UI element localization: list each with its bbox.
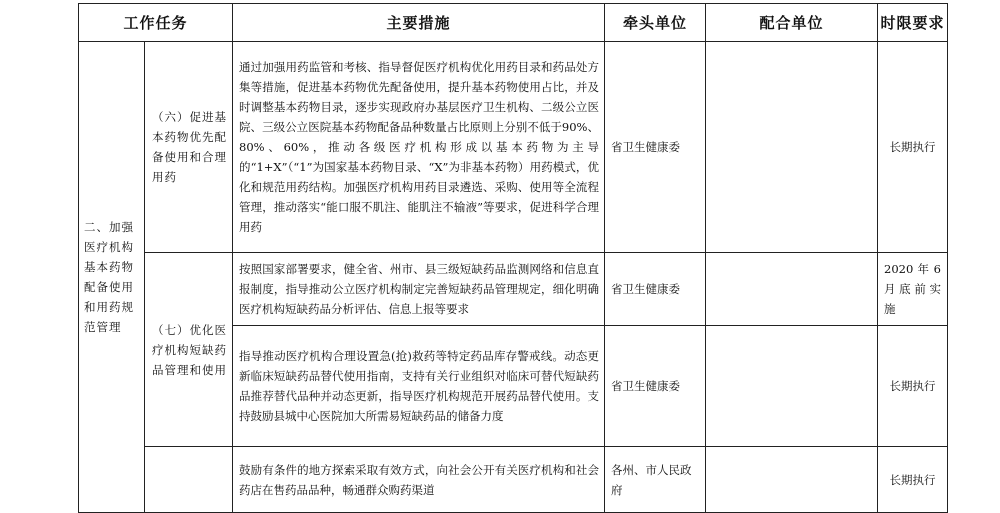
- table-row: [79, 253, 948, 326]
- deadline-cell: 长期执行: [878, 42, 948, 253]
- deadline-cell: 2020 年 6 月底前实施: [878, 253, 948, 326]
- header-task: 工作任务: [79, 4, 233, 42]
- table-row: [79, 447, 948, 513]
- cooperating-unit-cell: [706, 326, 878, 447]
- subtask-cell: （六）促进基本药物优先配备使用和合理用药: [145, 42, 233, 253]
- policy-table: [78, 3, 948, 513]
- lead-unit-cell: 各州、市人民政府: [605, 447, 706, 513]
- header-cooperating-unit: 配合单位: [706, 4, 878, 42]
- measure-cell: 鼓励有条件的地方探索采取有效方式，向社会公开有关医疗机构和社会药店在售药品品种，畅通群众购药渠道: [233, 447, 605, 513]
- header-row: [79, 4, 948, 42]
- header-lead-unit: 牵头单位: [605, 4, 706, 42]
- lead-unit-cell: 省卫生健康委: [605, 253, 706, 326]
- subtask-cell: （七）优化医疗机构短缺药品管理和使用: [145, 253, 233, 447]
- measure-cell: 按照国家部署要求，健全省、州市、县三级短缺药品监测网络和信息直报制度，指导推动公立医疗机构制定完善短缺药品管理规定，细化明确医疗机构短缺药品分析评估、信息上报等要求: [233, 253, 605, 326]
- cooperating-unit-cell: [706, 253, 878, 326]
- measure-cell: 通过加强用药监管和考核、指导督促医疗机构优化用药目录和药品处方集等措施，促进基本药物优先配备使用，提升基本药物使用占比，并及时调整基本药物目录，逐步实现政府办基层医疗卫生机构、二级公立医院、三级公立医院基本药物配备品种数量占比原则上分别不低于90%、80%、60%，推动各级医疗机构形成以基本药物为主导的“1+X”（“1”为国家基本药物目录、“X”为非基本药物）用药模式，优化和规范用药结构。加强医疗机构用药目录遴选、采购、使用等全流程管理，推动落实“能口服不肌注、能肌注不输液”等要求，促进科学合理用药: [233, 42, 605, 253]
- deadline-cell: 长期执行: [878, 447, 948, 513]
- subtask-cell-empty: [145, 447, 233, 513]
- cooperating-unit-cell: [706, 447, 878, 513]
- lead-unit-cell: 省卫生健康委: [605, 42, 706, 253]
- table-row: [79, 42, 948, 253]
- header-deadline: 时限要求: [878, 4, 948, 42]
- header-measures: 主要措施: [233, 4, 605, 42]
- measure-cell: 指导推动医疗机构合理设置急(抢)救药等特定药品库存警戒线。动态更新临床短缺药品替代使用指南，支持有关行业组织对临床可替代短缺药品推荐替代品种并动态更新，指导医疗机构规范开展药品替代使用。支持鼓励县城中心医院加大所需易短缺药品的储备力度: [233, 326, 605, 447]
- lead-unit-cell: 省卫生健康委: [605, 326, 706, 447]
- task-group-cell: 二、加强医疗机构基本药物配备使用和用药规范管理: [79, 42, 145, 513]
- cooperating-unit-cell: [706, 42, 878, 253]
- deadline-cell: 长期执行: [878, 326, 948, 447]
